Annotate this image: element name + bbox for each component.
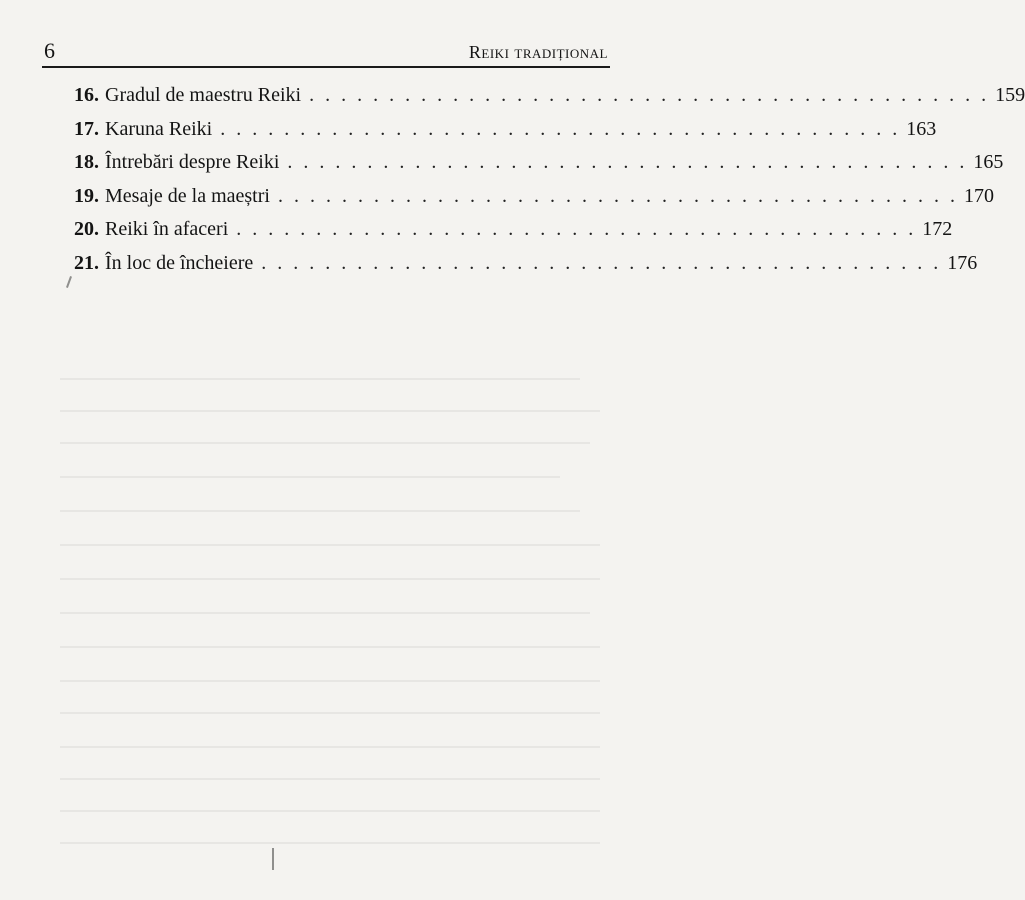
table-of-contents [74, 80, 1025, 281]
entry-number: 16. [74, 84, 99, 106]
page-header [42, 38, 610, 68]
entry-page-number: 172 [922, 218, 953, 240]
toc-entry [74, 181, 994, 215]
pencil-mark [272, 848, 274, 870]
entry-page-number: 176 [947, 251, 978, 274]
entry-title: Întrebări despre Reiki [105, 151, 280, 173]
entry-title: Gradul de maestru Reiki [105, 84, 302, 106]
entry-number: 21. [74, 251, 99, 274]
dot-leader: . . . . . . . . . . . . . . . . . . . . . . . . . . . . . . . . . . . . . . . . . . . [220, 117, 901, 140]
entry-page-number: 159 [995, 84, 1025, 106]
page-number: 6 [44, 38, 55, 63]
entry-number: 20. [74, 218, 99, 240]
dot-leader: . . . . . . . . . . . . . . . . . . . . . . . . . . . . . . . . . . . . . . . . . . . [309, 84, 990, 106]
pencil-mark [66, 276, 72, 288]
entry-title: Mesaje de la maeștri [105, 184, 270, 207]
entry-title: În loc de încheiere [105, 251, 254, 274]
entry-title: Karuna Reiki [105, 117, 213, 140]
running-title: Reiki tradițional [468, 42, 608, 62]
toc-entry [74, 248, 978, 282]
entry-number: 18. [74, 151, 99, 173]
toc-entry [74, 214, 953, 248]
entry-page-number: 163 [906, 117, 937, 140]
entry-title: Reiki în afaceri [105, 218, 229, 240]
dot-leader: . . . . . . . . . . . . . . . . . . . . . . . . . . . . . . . . . . . . . . . . . . . [287, 151, 968, 173]
dot-leader: . . . . . . . . . . . . . . . . . . . . . . . . . . . . . . . . . . . . . . . . . . . [277, 184, 958, 207]
toc-entry [74, 114, 937, 148]
entry-number: 19. [74, 184, 99, 207]
dot-leader: . . . . . . . . . . . . . . . . . . . . . . . . . . . . . . . . . . . . . . . . . . . [236, 218, 917, 240]
entry-page-number: 170 [963, 184, 994, 207]
entry-number: 17. [74, 117, 99, 140]
entry-page-number: 165 [973, 151, 1004, 173]
toc-entry [74, 147, 1004, 181]
dot-leader: . . . . . . . . . . . . . . . . . . . . . . . . . . . . . . . . . . . . . . . . . . . [261, 251, 942, 274]
toc-entry [74, 80, 1025, 114]
